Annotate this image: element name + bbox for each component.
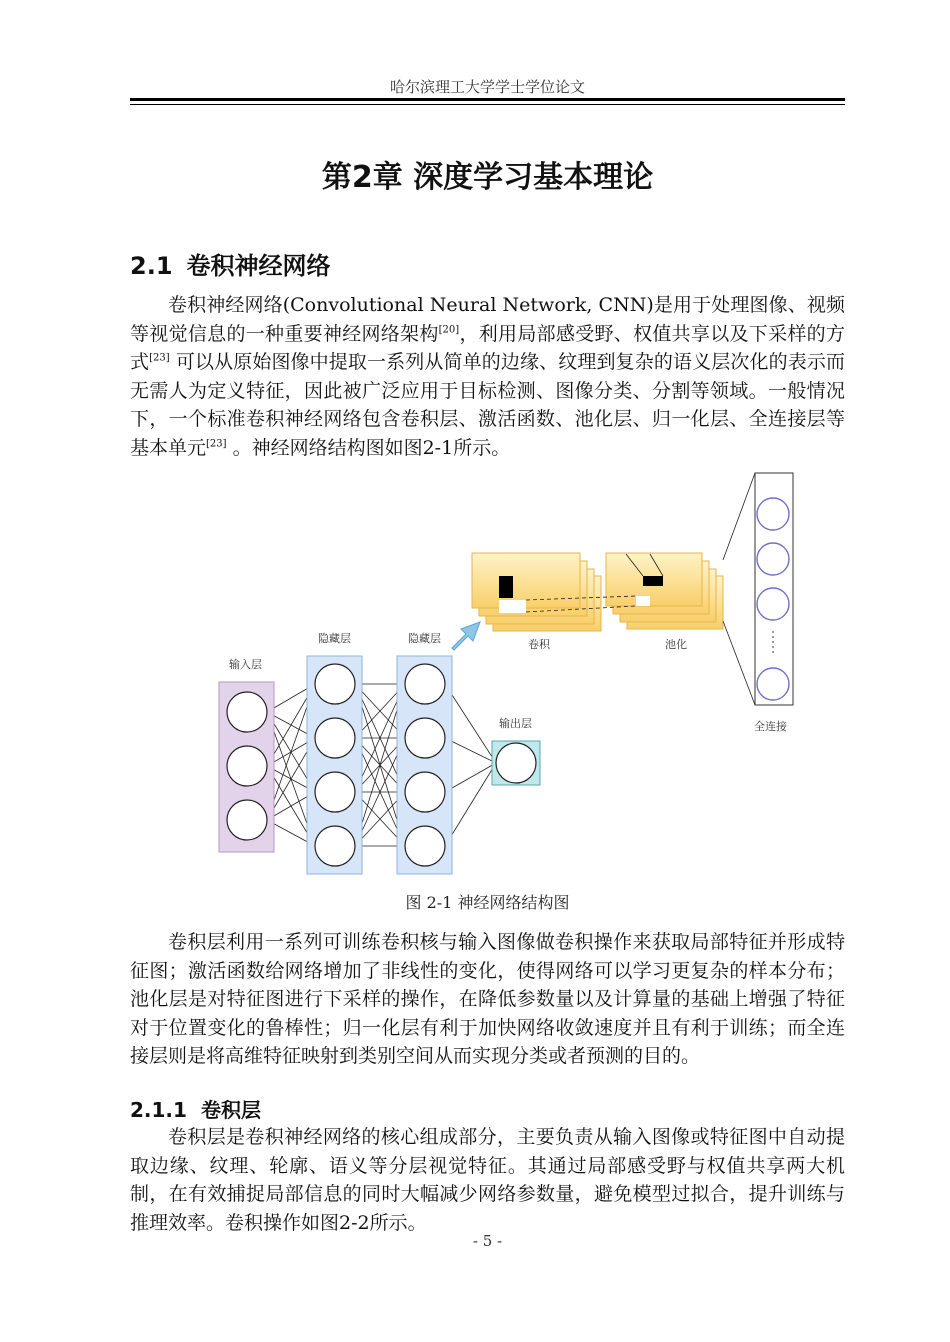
neuron [405,826,445,866]
hidden-layer-1-box [307,656,362,874]
connection-line [355,684,405,738]
label-input-layer: 输入层 [229,658,262,671]
pool-feature-maps [526,553,723,629]
text-run: ，利用局部感受野、权值共享以及下采样的方式 [130,322,845,373]
figure-caption: 图 2-1 神经网络结构图 [405,893,570,912]
connection-line [267,738,315,820]
neuron [315,664,355,704]
label-hidden-layer-1: 隐藏层 [318,632,351,645]
neuron [227,692,267,732]
neuron [405,772,445,812]
connection-line [267,766,315,792]
connection-line [355,684,405,738]
connection-line [445,763,496,792]
neuron [496,743,536,783]
neuron [405,664,445,704]
input-layer-box [219,682,274,852]
connection-line [355,738,405,846]
connection-line [355,738,405,792]
connection-line [267,684,315,820]
connection-line [267,684,315,712]
label-conv: 卷积 [528,638,550,651]
citation: [20] [438,324,460,336]
connection-line [267,712,315,792]
connection-lines [267,684,496,846]
subsection-title: 卷积层 [200,1098,261,1122]
hidden-layer-2-box [397,656,452,874]
section-title: 卷积神经网络 [186,252,331,280]
section-heading [130,246,331,281]
connection-line [355,684,405,846]
connection-line [267,712,315,738]
connection-line [445,763,496,846]
header-rule [130,98,845,105]
paragraph-intro [130,291,845,462]
connection-line [355,684,405,846]
neurons [227,664,536,866]
connection-line [355,738,405,792]
text-run: 可以从原始图像中提取一系列从简单的边缘、纹理到复杂的语义层次化的表示而无需人为定义特征，因此被广泛应用于目标检测、图像分类、分割等领域。一般情况下，一个标准卷积神经网络包含卷积层、激活函数、池化层、归一化层、全连接层等基本单元 [130,351,845,459]
text-run: 。神经网络结构图如图2-1所示。 [232,436,511,459]
output-layer-box [492,741,540,785]
connection-line [445,684,496,763]
connection-line [355,738,405,846]
connection-line [267,820,315,846]
connection-line [267,684,315,766]
section-number: 2.1 [130,252,173,280]
connection-line [267,712,315,846]
label-pool: 池化 [665,638,687,651]
label-fc: 全连接 [754,720,787,733]
citation: [23] [206,438,227,450]
arrow-icon [452,622,480,650]
connection-line [355,792,405,846]
neuron [405,718,445,758]
text-run: 卷积神经网络(Convolutional Neural Network, CNN)是用于处理图像、视频等视觉信息的一种重要神经网络架构 [130,294,845,345]
connection-line [267,792,315,820]
fc-layer [723,473,793,705]
paragraph-layers: 卷积层利用一系列可训练卷积核与输入图像做卷积操作来获取局部特征并形成特征图；激活函数给网络增加了非线性的变化，使得网络可以学习更复杂的样本分布；池化层是对特征图进行下采样的操作，在降低参数量以及计算量的基础上增强了特征对于位置变化的鲁棒性；归一化层有利于加快网络收敛速度并且有利于训练；而全连接层则是将高维特征映射到类别空间从而实现分类或者预测的目的。 [130,931,845,1067]
connection-line [355,684,405,792]
subsection-heading [130,1094,261,1123]
neuron [227,800,267,840]
label-hidden-layer-2: 隐藏层 [408,632,441,645]
conv-feature-maps [472,553,601,631]
page-number: - 5 - [472,1232,503,1250]
connection-line [267,766,315,846]
neuron [227,746,267,786]
subsection-number: 2.1.1 [130,1098,187,1122]
running-header: 哈尔滨理工大学学士学位论文 [389,78,585,96]
chapter-title: 第2章 深度学习基本理论 [321,160,654,195]
connection-line [355,792,405,846]
neuron [315,718,355,758]
paragraph-conv-layer: 卷积层是卷积神经网络的核心组成部分，主要负责从输入图像或特征图中自动提取边缘、纹理、轮廓、语义等分层视觉特征。其通过局部感受野与权值共享两大机制，在有效捕捉局部信息的同时大幅减少网络参数量，避免模型过拟合，提升训练与推理效率。卷积操作如图2-2所示。 [130,1126,845,1234]
neuron [315,772,355,812]
connection-line [355,684,405,792]
neuron [315,826,355,866]
label-output-layer: 输出层 [499,717,532,730]
connection-line [267,738,315,766]
citation: [23] [149,352,170,364]
connection-line [445,738,496,763]
